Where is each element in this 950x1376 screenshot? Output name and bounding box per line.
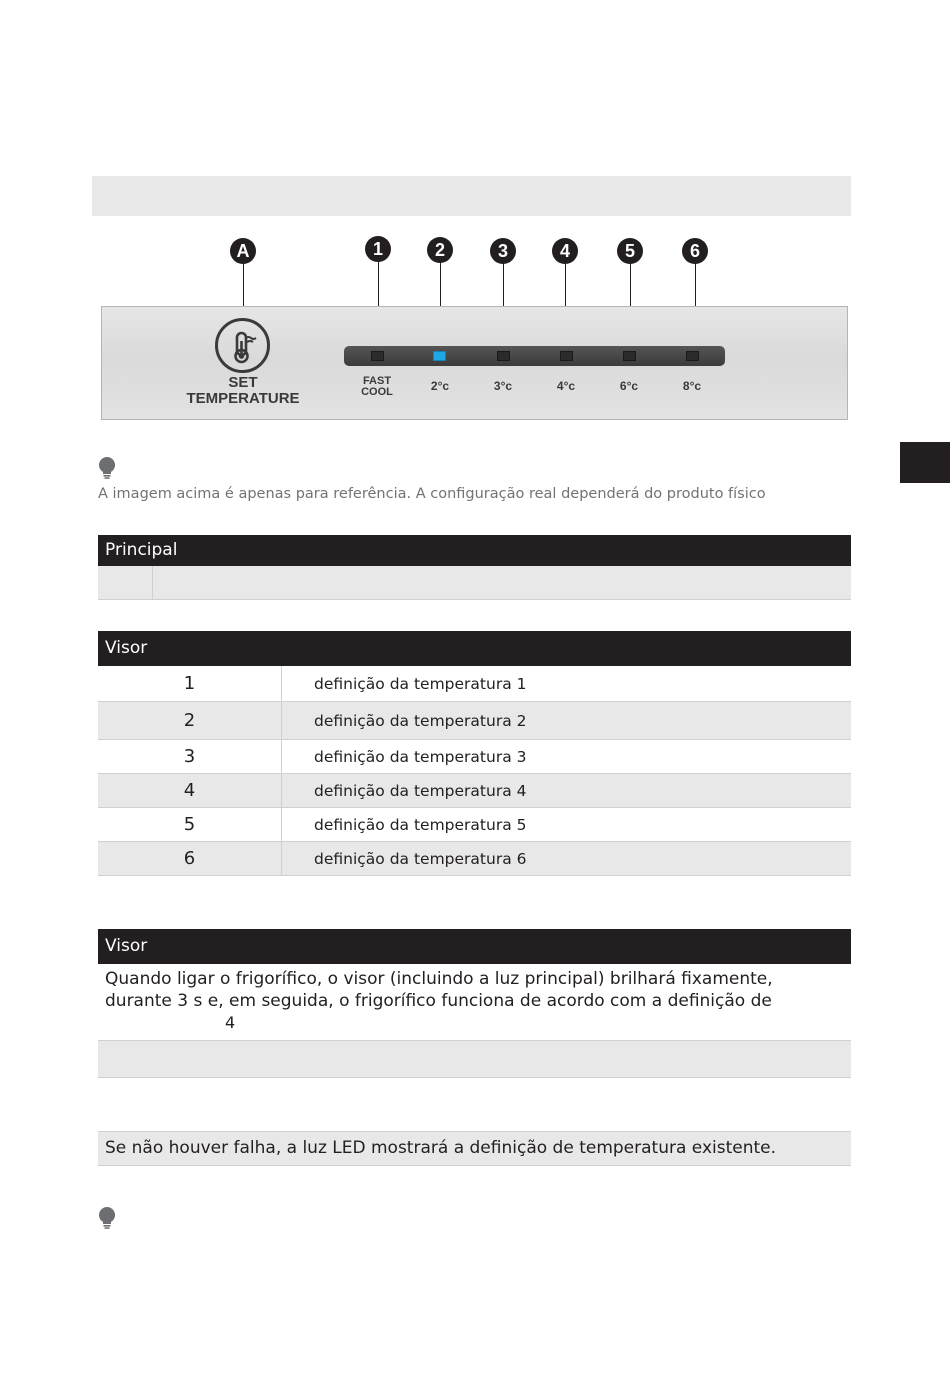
row-description: definição da temperatura 3: [314, 747, 527, 766]
led-label-2c: 2°c: [430, 379, 450, 393]
row-number: 5: [98, 808, 282, 841]
row-description: definição da temperatura 5: [314, 815, 527, 834]
led-label-fast-cool-text: FAST COOL: [361, 375, 393, 398]
callout-3: 3: [490, 238, 516, 264]
table-row: [98, 666, 851, 702]
table-row: [98, 842, 851, 876]
led-fast-cool: [371, 351, 384, 361]
principal-table-cell-key: [98, 566, 153, 599]
table-row: [98, 702, 851, 740]
power-on-description-row: [98, 964, 851, 1041]
lightbulb-icon: [98, 457, 116, 479]
row-number: 6: [98, 842, 282, 875]
lightbulb-icon: [98, 1207, 116, 1229]
visor-table-header: Visor: [98, 631, 851, 666]
callout-1: 1: [365, 236, 391, 262]
row-description: definição da temperatura 4: [314, 781, 527, 800]
principal-table-header: Principal: [98, 535, 851, 566]
set-temperature-button[interactable]: [215, 318, 270, 373]
leader-line-a: [243, 262, 244, 312]
language-side-tab: [900, 442, 950, 483]
row-description: definição da temperatura 2: [314, 711, 527, 730]
row-number: 3: [98, 740, 282, 773]
led-2c: [433, 351, 446, 361]
row-number: 2: [98, 702, 282, 739]
table-row: [98, 774, 851, 808]
temperature-label: TEMPERATURE: [186, 390, 300, 407]
row-description: definição da temperatura 1: [314, 674, 527, 693]
reference-note: A imagem acima é apenas para referência. A configuração real dependerá do produto físico: [98, 486, 766, 502]
fault-note-text: Se não houver falha, a luz LED mostrará a definição de temperatura existente.: [105, 1138, 777, 1158]
led-strip: [344, 346, 725, 366]
led-label-8c: 8°c: [682, 379, 702, 393]
set-label: SET: [228, 374, 258, 391]
led-label-3c: 3°c: [493, 379, 513, 393]
section-title-bar: [92, 176, 851, 216]
callout-4: 4: [552, 238, 578, 264]
power-on-description: [98, 964, 851, 1038]
callout-5: 5: [617, 238, 643, 264]
callout-6: 6: [682, 238, 708, 264]
power-on-line-2: durante 3 s e, em seguida, o frigorífico funciona de acordo com a definição de: [105, 991, 772, 1011]
power-on-line-3: 4: [225, 1013, 236, 1032]
callout-2: 2: [427, 237, 453, 263]
set-temperature-label: [170, 375, 316, 407]
row-number: 4: [98, 774, 282, 807]
row-number: 1: [98, 666, 282, 701]
callout-a: A: [230, 238, 256, 264]
led-label-4c: 4°c: [556, 379, 576, 393]
led-label-6c: 6°c: [619, 379, 639, 393]
visor-power-on-header: Visor: [98, 929, 851, 964]
fault-note-row: [98, 1131, 851, 1166]
led-label-fast-cool: [347, 376, 407, 398]
table-row: [98, 808, 851, 842]
power-on-line-1: Quando ligar o frigorífico, o visor (incluindo a luz principal) brilhará fixamente,: [105, 969, 773, 989]
power-on-empty-row: [98, 1041, 851, 1078]
table-row: [98, 740, 851, 774]
row-description: definição da temperatura 6: [314, 849, 527, 868]
principal-table-row: [98, 566, 851, 600]
led-4c: [560, 351, 573, 361]
led-8c: [686, 351, 699, 361]
led-3c: [497, 351, 510, 361]
thermometer-icon: [218, 321, 267, 370]
led-6c: [623, 351, 636, 361]
